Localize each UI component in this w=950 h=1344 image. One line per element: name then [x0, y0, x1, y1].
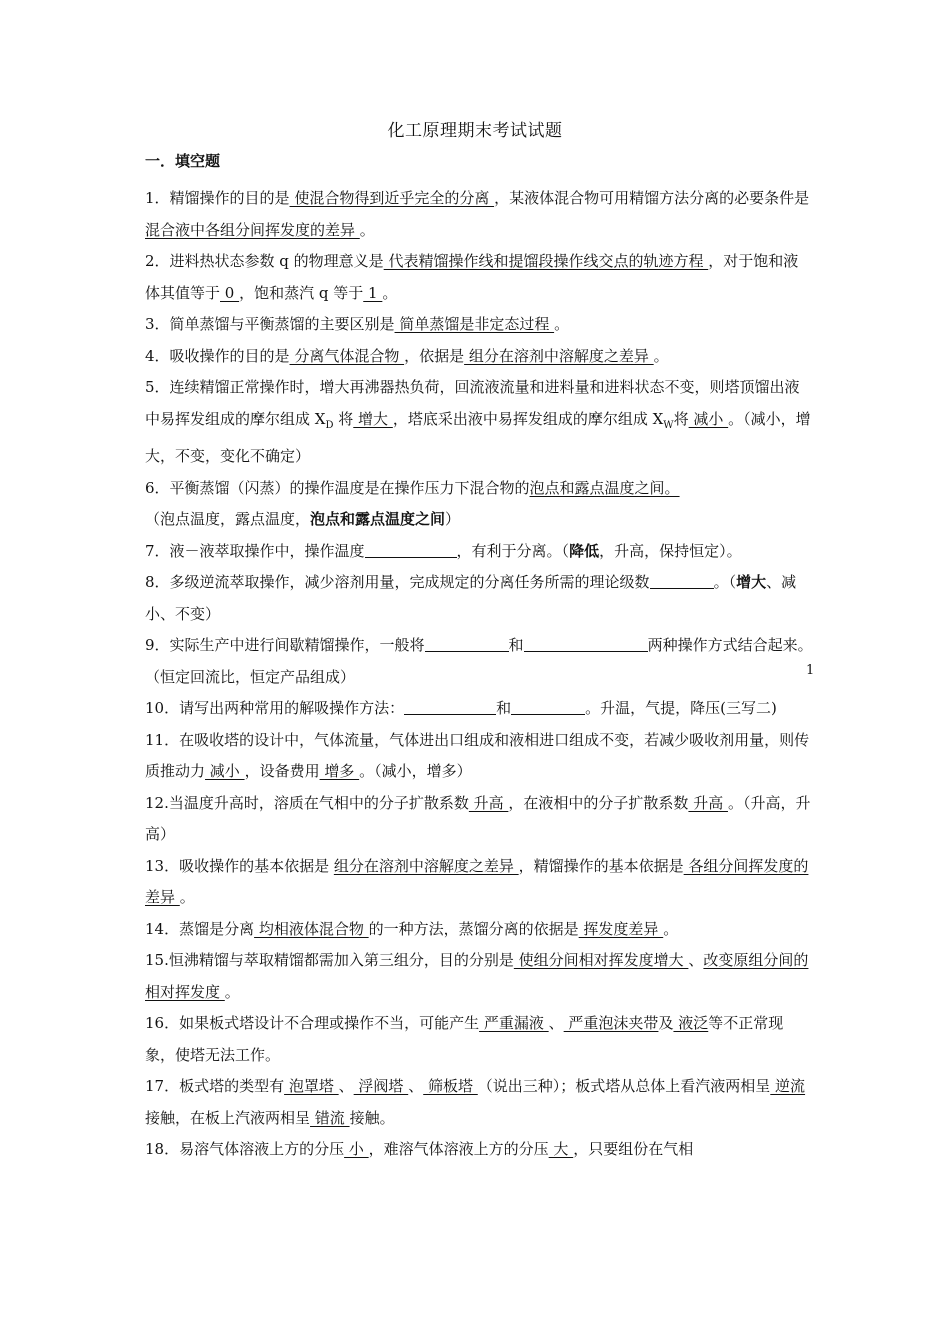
- question-text: ，依据是: [404, 346, 465, 365]
- question-list: [145, 183, 813, 1166]
- question-text: 两种操作方式结合起来。（恒定回流比，恒定产品组成）: [145, 636, 813, 686]
- answer: 泡点和露点温度之间。: [529, 478, 680, 497]
- question-text: 10．请写出两种常用的解吸操作方法：: [145, 699, 405, 717]
- question-text: ，有利于分离。（: [456, 541, 570, 560]
- answer: 严重泡沫夹带: [563, 1014, 659, 1032]
- question-text: 4．吸收操作的目的是: [145, 346, 290, 365]
- answer: 增多: [319, 762, 360, 780]
- answer: 1: [363, 283, 383, 302]
- question-text: 。: [179, 888, 195, 906]
- answer: 简单蒸馏是非定态过程: [394, 315, 555, 333]
- question-text: 8．多级逆流萃取操作，减少溶剂用量，完成规定的分离任务所需的理论级数: [145, 573, 650, 591]
- answer: 各组分间挥发度的差异: [145, 856, 809, 906]
- variable-subscript: W: [663, 419, 674, 431]
- question-10: [145, 693, 813, 725]
- question-text: 和: [496, 699, 512, 717]
- question-17: [145, 1071, 813, 1134]
- question-text: 。（升高，升高）: [145, 793, 811, 843]
- question-text: ，升高，保持恒定）。: [599, 541, 742, 560]
- answer: 分离气体混合物: [289, 346, 405, 365]
- answer-blank: [650, 570, 714, 589]
- answer: 代表精馏操作线和提馏段操作线交点的轨迹方程: [383, 252, 709, 270]
- question-3: [145, 309, 813, 341]
- answer: 改变原组分间的相对挥发度: [145, 951, 809, 1001]
- answer: 大: [548, 1140, 574, 1158]
- question-text: 、: [688, 951, 704, 969]
- page-number: 1: [806, 663, 815, 678]
- answer: 液泛: [673, 1014, 709, 1032]
- question-13: [145, 851, 813, 914]
- question-9: [145, 630, 813, 693]
- question-text: 1．精馏操作的目的是: [145, 189, 290, 207]
- question-text: 16．如果板式塔设计不合理或操作不当，可能产生: [145, 1014, 480, 1032]
- question-text: （说出三种）；板式塔从总体上看汽液两相呈: [477, 1077, 771, 1095]
- question-text: （泡点温度，露点温度，: [145, 510, 311, 528]
- question-text: 和: [508, 636, 524, 654]
- question-text: 12.当温度升高时，溶质在气相中的分子扩散系数: [145, 793, 469, 812]
- question-text: 6．平衡蒸馏（闪蒸）的操作温度是在操作压力下混合物的: [145, 478, 530, 497]
- question-12: [145, 788, 813, 851]
- question-18: [145, 1134, 813, 1166]
- question-text: 的一种方法，蒸馏分离的依据是: [368, 919, 579, 938]
- question-8: [145, 567, 813, 630]
- question-text: 18．易溶气体溶液上方的分压: [145, 1140, 345, 1158]
- question-text: ，精馏操作的基本依据是: [518, 856, 684, 875]
- question-text: ，饱和蒸汽 q 等于: [239, 283, 364, 302]
- question-text: 3．简单蒸馏与平衡蒸馏的主要区别是: [145, 315, 395, 333]
- question-text: 。: [554, 315, 570, 333]
- answer: 使组分间相对挥发度增大: [513, 951, 689, 969]
- question-15: [145, 945, 813, 1008]
- question-text: 15.恒沸精馏与萃取精馏都需加入第三组分，目的分别是: [145, 951, 514, 969]
- answer: 使混合物得到近乎完全的分离: [289, 189, 495, 207]
- question-text: ，设备费用: [244, 762, 320, 780]
- question-text: 11．在吸收塔的设计中，气体流量，气体进出口组成和液相进口组成不变，若减少吸收剂用量，则传质推动力: [145, 730, 810, 780]
- answer-blank: [365, 539, 457, 558]
- bold-answer: 降低: [569, 541, 600, 560]
- question-text: ，对于饱和液体其值等于: [145, 252, 799, 302]
- answer-blank: [511, 696, 585, 715]
- question-text: ，某液体混合物可用精馏方法分离的必要条件是: [494, 189, 810, 207]
- question-text: 。（减小，增多）: [359, 762, 472, 780]
- question-text: 。: [359, 220, 375, 239]
- section-heading: 一．填空题: [145, 152, 221, 170]
- variable-symbol: X: [652, 409, 664, 428]
- question-text: 。: [663, 919, 679, 938]
- question-text: 7．液－液萃取操作中，操作温度: [145, 541, 365, 560]
- answer: 挥发度差异: [578, 919, 664, 938]
- answer: 组分在溶剂中溶解度之差异: [464, 346, 654, 365]
- question-text: 、: [408, 1077, 424, 1095]
- answer-blank: [404, 696, 496, 715]
- answer: 减小: [688, 409, 729, 428]
- answer-blank: [425, 633, 509, 652]
- question-text: 接触。: [349, 1108, 395, 1127]
- question-text: ，塔底采出液中易挥发组成的摩尔组成: [392, 409, 653, 428]
- answer: 泡罩塔: [284, 1077, 339, 1095]
- answer: 升高: [468, 793, 509, 812]
- answer-blank: [524, 633, 648, 652]
- question-text: ，只要组份在气相: [573, 1140, 694, 1158]
- answer: 均相液体混合物: [254, 919, 369, 938]
- answer: 混合液中各组分间挥发度的差异: [145, 220, 360, 239]
- question-5: [145, 372, 813, 473]
- question-text: 17．板式塔的类型有: [145, 1077, 285, 1095]
- answer: 错流: [310, 1108, 350, 1127]
- question-text: 。升温，气提，降压(三写二): [585, 699, 777, 717]
- question-text: ）: [445, 510, 461, 528]
- question-text: 13．吸收操作的基本依据是: [145, 856, 334, 875]
- answer: 浮阀塔: [353, 1077, 409, 1095]
- question-7: [145, 536, 813, 568]
- answer: 减小: [205, 762, 245, 780]
- question-4: [145, 341, 813, 373]
- bold-answer: 增大: [736, 573, 767, 591]
- answer: 小: [344, 1140, 369, 1158]
- answer: 升高: [688, 793, 728, 812]
- page-title: 化工原理期末考试试题: [387, 121, 563, 141]
- question-text: 将: [673, 409, 689, 428]
- question-text: 、: [338, 1077, 354, 1095]
- question-text: 。: [653, 346, 669, 365]
- question-text: 2．进料热状态参数 q 的物理意义是: [145, 252, 384, 270]
- question-16: [145, 1008, 813, 1071]
- answer: 逆流: [770, 1077, 806, 1095]
- question-text: ，在液相中的分子扩散系数: [508, 793, 689, 812]
- variable-symbol: X: [314, 409, 326, 428]
- question-text: 等不正常现象，使塔无法工作。: [145, 1014, 784, 1064]
- question-text: 接触，在板上汽液两相呈: [145, 1108, 311, 1127]
- answer: 增大: [353, 409, 393, 428]
- question-text: 及: [658, 1014, 674, 1032]
- answer: 严重漏液: [479, 1014, 549, 1032]
- question-text: 9．实际生产中进行间歇精馏操作，一般将: [145, 636, 425, 654]
- question-text: 。: [382, 283, 398, 302]
- question-2: [145, 246, 813, 309]
- bold-answer: 泡点和露点温度之间: [310, 510, 446, 528]
- question-text: 。（减小，增大，不变，变化不确定）: [145, 409, 811, 465]
- question-6: [145, 473, 813, 536]
- answer: 筛板塔: [423, 1077, 478, 1095]
- question-text: 。: [224, 982, 240, 1001]
- question-text: 14．蒸馏是分离: [145, 919, 255, 938]
- question-1: [145, 183, 813, 246]
- question-text: 5．连续精馏正常操作时，增大再沸器热负荷，回流液流量和进料量和进料状态不变，则塔顶馏出液中易挥发组成的摩尔组成: [145, 378, 800, 428]
- answer: 组分在溶剂中溶解度之差异: [333, 856, 519, 875]
- question-text: 。（: [713, 573, 737, 591]
- answer: 0: [220, 283, 240, 302]
- question-11: [145, 725, 813, 788]
- question-text: 将: [333, 409, 354, 428]
- question-text: 、: [548, 1014, 564, 1032]
- question-text: ，难溶气体溶液上方的分压: [368, 1140, 549, 1158]
- question-14: [145, 914, 813, 946]
- question-text: 、减小、不变）: [145, 573, 797, 623]
- variable-subscript: D: [325, 419, 334, 431]
